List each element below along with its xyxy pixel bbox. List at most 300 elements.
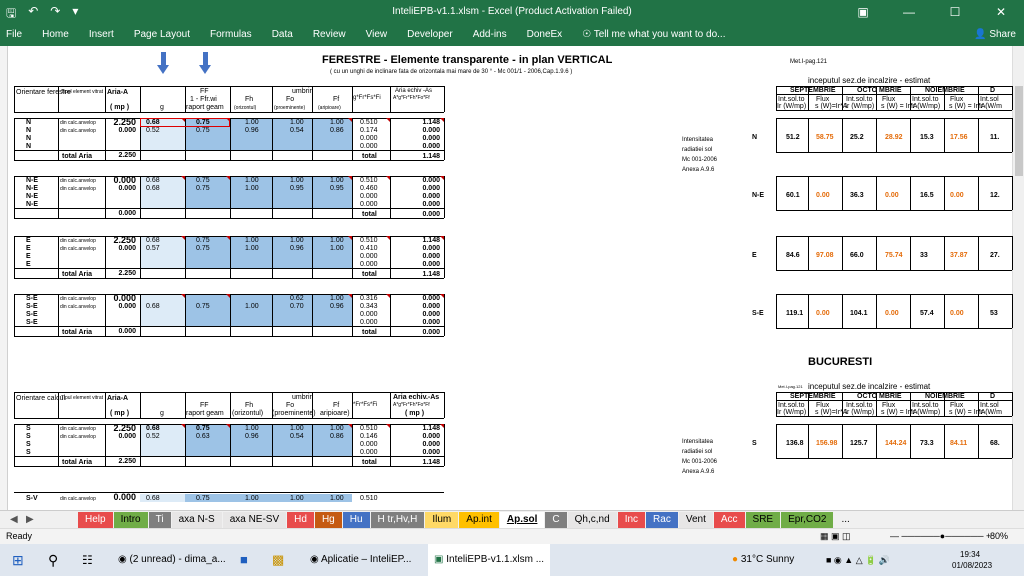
orientation-label[interactable]: N-E xyxy=(752,192,765,199)
sub-header[interactable]: Int.sol.to xyxy=(778,402,805,409)
sub-unit[interactable]: Ir (W/mp) xyxy=(845,103,875,110)
flux-value[interactable]: 60.1 xyxy=(786,192,800,199)
area-cell[interactable]: 2.250 xyxy=(113,117,136,127)
flux-value[interactable]: 84.6 xyxy=(786,252,800,259)
hdr-prod[interactable]: *Fr*Fs*Fi xyxy=(353,402,378,408)
ff-cell[interactable]: 0.75 xyxy=(196,127,210,134)
sheet-tab-11[interactable]: Ap.sol xyxy=(500,512,545,528)
tip-cell[interactable]: din calc.anvelop xyxy=(60,186,96,192)
sheet-tab-15[interactable]: Rac xyxy=(646,512,678,528)
orientation-cell[interactable]: N xyxy=(26,135,32,142)
vertical-scrollbar[interactable] xyxy=(1012,46,1024,510)
fh-cell[interactable]: 1.00 xyxy=(245,119,259,126)
area-cell[interactable]: 0.000 xyxy=(118,303,136,310)
search-icon[interactable]: ⚲ xyxy=(48,552,59,568)
rad-label[interactable]: Intensitatea xyxy=(682,439,714,445)
maximize-button[interactable]: ☐ xyxy=(949,5,961,19)
tip-cell[interactable]: din calc.anvelop xyxy=(60,304,96,310)
total-as[interactable]: 1.148 xyxy=(422,271,440,278)
fo-cell[interactable]: 1.00 xyxy=(290,495,304,502)
fi-cell[interactable]: 1.00 xyxy=(330,245,344,252)
sub-header[interactable]: Int.sol.to xyxy=(912,402,939,409)
sheet-tab-2[interactable]: Ti xyxy=(149,512,171,528)
sheet-tab-14[interactable]: Inc xyxy=(618,512,645,528)
ff-cell[interactable]: 0.75 xyxy=(196,303,210,310)
hdr-asform[interactable]: A*g*Fr*Fh*Fo*Ff xyxy=(393,402,430,408)
month-header[interactable]: NOIEMBRIE xyxy=(925,393,965,400)
orientation-cell[interactable]: S xyxy=(26,425,31,432)
weather[interactable]: ● 31°C Sunny xyxy=(732,554,795,565)
hdr-ffsub[interactable]: 1 - Ffr.wi xyxy=(190,96,217,103)
hdr-mp[interactable]: ( mp ) xyxy=(110,104,130,111)
orientation-label[interactable]: E xyxy=(752,252,757,259)
as-cell[interactable]: 1.148 xyxy=(422,237,440,244)
fh-cell[interactable]: 1.00 xyxy=(245,425,259,432)
total-area[interactable]: 2.250 xyxy=(118,458,136,465)
prod-cell[interactable]: 0.510 xyxy=(360,177,378,184)
total-area[interactable]: 0.000 xyxy=(118,210,136,217)
flux-value[interactable]: 51.2 xyxy=(786,134,800,141)
hdr-ff[interactable]: FF xyxy=(200,402,209,409)
hdr-raport[interactable]: raport geam xyxy=(186,104,224,111)
fh-cell[interactable]: 1.00 xyxy=(245,177,259,184)
total-label[interactable]: total xyxy=(362,459,377,466)
flux-value[interactable]: 0.00 xyxy=(816,310,830,317)
total-aria-label[interactable]: total Aria xyxy=(62,271,93,278)
hdr-oriz[interactable]: (orizontul) xyxy=(232,410,264,417)
sub-header[interactable]: Flux xyxy=(950,96,964,103)
orientation-cell[interactable]: E xyxy=(26,261,31,268)
as-cell[interactable]: 0.000 xyxy=(422,261,440,268)
total-aria-label[interactable]: total Aria xyxy=(62,153,93,160)
tip-cell[interactable]: din calc.anvelop xyxy=(60,496,96,502)
hdr-fh[interactable]: Fh xyxy=(245,96,254,103)
sub-unit[interactable]: Ir (W/mp) xyxy=(777,103,807,110)
hdr-aria[interactable]: Aria-A xyxy=(107,395,129,402)
flux-value[interactable]: 0.00 xyxy=(950,310,964,317)
flux-value[interactable]: 125.7 xyxy=(850,440,868,447)
hdr-as[interactable]: Aria echiv -As xyxy=(395,88,433,94)
prod-cell[interactable]: 0.460 xyxy=(360,185,378,192)
as-cell[interactable]: 0.000 xyxy=(422,185,440,192)
sheet-tab-12[interactable]: C xyxy=(545,512,566,528)
flux-value[interactable]: 33 xyxy=(920,252,928,259)
orientation-cell[interactable]: S xyxy=(26,449,31,456)
flux-value[interactable]: 136.8 xyxy=(786,440,804,447)
orientation-cell[interactable]: S-E xyxy=(26,295,38,302)
sub-header[interactable]: Int.sol.to xyxy=(846,96,873,103)
as-cell[interactable]: 0.000 xyxy=(422,143,440,150)
fi-cell[interactable]: 0.86 xyxy=(330,433,344,440)
prod-cell[interactable]: 0.510 xyxy=(360,495,378,502)
ribbon-display-icon[interactable]: ▣ xyxy=(857,5,869,19)
normal-view-icon[interactable]: ▦ ▣ ◫ xyxy=(820,531,851,541)
ref-label-2[interactable]: Met.I-pag.121 xyxy=(778,384,803,389)
zoom-slider[interactable]: — ──────●────── + xyxy=(890,531,992,541)
ribbon-tab-7[interactable]: View xyxy=(365,29,388,40)
ribbon-tab-8[interactable]: Developer xyxy=(407,29,453,40)
orientation-cell[interactable]: S-E xyxy=(26,319,38,326)
prod-cell[interactable]: 0.000 xyxy=(360,449,378,456)
sub-unit[interactable]: Ir (W/mp) xyxy=(911,103,941,110)
selected-range[interactable] xyxy=(140,118,230,127)
prod-cell[interactable]: 0.000 xyxy=(360,319,378,326)
prod-cell[interactable]: 0.000 xyxy=(360,261,378,268)
as-cell[interactable]: 0.000 xyxy=(422,449,440,456)
taskbar-chrome[interactable]: ◉ Aplicatie – InteliEP... xyxy=(310,554,412,565)
explorer-icon[interactable]: ▩ xyxy=(272,552,285,567)
sheet-tab-16[interactable]: Vent xyxy=(679,512,713,528)
sheet-tab-19[interactable]: Epr,CO2 xyxy=(781,512,833,528)
share-button[interactable]: 👤 Share xyxy=(974,29,1016,40)
fh-cell[interactable]: 0.96 xyxy=(245,127,259,134)
prod-cell[interactable]: 0.000 xyxy=(360,201,378,208)
orientation-cell[interactable]: S-E xyxy=(26,311,38,318)
fi-cell[interactable]: 1.00 xyxy=(330,495,344,502)
sub-unit[interactable]: s (W)=Ir*A xyxy=(815,409,848,416)
sub-header[interactable]: Flux xyxy=(816,402,830,409)
g-cell[interactable]: 0.52 xyxy=(146,433,160,440)
flux-value[interactable]: 12. xyxy=(990,192,1000,199)
sheet-tab-7[interactable]: Hu xyxy=(343,512,370,528)
total-label[interactable]: total xyxy=(362,211,377,218)
as-cell[interactable]: 0.000 xyxy=(422,201,440,208)
orientation-cell[interactable]: E xyxy=(26,245,31,252)
hdr-fh[interactable]: Fh xyxy=(245,402,254,409)
as-cell[interactable]: 0.000 xyxy=(422,177,440,184)
total-label[interactable]: total xyxy=(362,329,377,336)
prod-cell[interactable]: 0.174 xyxy=(360,127,378,134)
total-label[interactable]: total xyxy=(362,153,377,160)
orientation-label[interactable]: N xyxy=(752,134,758,141)
rad-label[interactable]: radiatiei sol xyxy=(682,147,713,153)
ribbon-tab-11[interactable]: ☉ Tell me what you want to do... xyxy=(582,29,726,40)
g-cell[interactable]: 0.52 xyxy=(146,127,160,134)
month-header[interactable]: NOIEMBRIE xyxy=(925,87,965,94)
flux-value[interactable]: 27. xyxy=(990,252,1000,259)
minimize-button[interactable]: — xyxy=(903,5,915,19)
tip-cell[interactable]: din calc.anvelop xyxy=(60,120,96,126)
hdr-ff2[interactable]: Ff xyxy=(333,402,340,409)
fi-cell[interactable]: 1.00 xyxy=(330,295,344,302)
as-cell[interactable]: 0.000 xyxy=(422,319,440,326)
as-cell[interactable]: 0.000 xyxy=(422,311,440,318)
hdr-arip[interactable]: (aripioare) xyxy=(318,105,341,111)
fh-cell[interactable]: 1.00 xyxy=(245,303,259,310)
total-as[interactable]: 1.148 xyxy=(422,459,440,466)
sub-unit[interactable]: Ir (W/m xyxy=(979,409,1002,416)
fo-cell[interactable]: 0.70 xyxy=(290,303,304,310)
month-header[interactable]: D xyxy=(990,87,996,94)
as-cell[interactable]: 0.000 xyxy=(422,245,440,252)
total-as[interactable]: 0.000 xyxy=(422,211,440,218)
orientation-cell[interactable]: N-E xyxy=(26,185,39,192)
ribbon-tab-0[interactable]: File xyxy=(6,29,23,40)
as-cell[interactable]: 0.000 xyxy=(422,433,440,440)
season-label[interactable]: inceputul sez.de incalzire - estimat xyxy=(808,76,931,85)
orientation-cell[interactable]: E xyxy=(26,237,31,244)
prod-cell[interactable]: 0.000 xyxy=(360,311,378,318)
flux-value[interactable]: 66.0 xyxy=(850,252,864,259)
as-cell[interactable]: 0.000 xyxy=(422,193,440,200)
prod-cell[interactable]: 0.146 xyxy=(360,433,378,440)
worksheet[interactable] xyxy=(0,46,1024,510)
total-as[interactable]: 1.148 xyxy=(422,153,440,160)
as-cell[interactable]: 0.000 xyxy=(422,303,440,310)
hdr-fo[interactable]: Fo xyxy=(286,402,295,409)
hdr-tip[interactable]: Tipul element vitrat xyxy=(60,395,104,401)
fo-cell[interactable]: 0.54 xyxy=(290,127,304,134)
undo-icon[interactable]: ↶ xyxy=(28,4,39,18)
rad-label[interactable]: Anexa A.9.6 xyxy=(682,167,715,173)
ribbon-tab-6[interactable]: Review xyxy=(312,29,346,40)
season-label[interactable]: inceputul sez.de incalzire - estimat xyxy=(808,382,931,391)
tip-cell[interactable]: din calc.anvelop xyxy=(60,178,96,184)
orientation-label[interactable]: S xyxy=(752,440,757,447)
tip-cell[interactable]: din calc.anvelop xyxy=(60,434,96,440)
total-area[interactable]: 0.000 xyxy=(118,328,136,335)
orientation-cell[interactable]: N xyxy=(26,143,32,150)
prod-cell[interactable]: 0.000 xyxy=(360,193,378,200)
ff-cell[interactable]: 0.75 xyxy=(196,177,210,184)
hdr-prom[interactable]: (proeminente) xyxy=(274,105,306,111)
area-cell[interactable]: 2.250 xyxy=(113,235,136,245)
month-header[interactable]: SEPTEMBRIE xyxy=(790,393,836,400)
flux-value[interactable]: 0.00 xyxy=(950,192,964,199)
sub-header[interactable]: Flux xyxy=(950,402,964,409)
ribbon-tab-4[interactable]: Formulas xyxy=(210,29,252,40)
flux-value[interactable]: 53 xyxy=(990,310,998,317)
fo-cell[interactable]: 1.00 xyxy=(290,237,304,244)
flux-value[interactable]: 57.4 xyxy=(920,310,934,317)
fo-cell[interactable]: 1.00 xyxy=(290,425,304,432)
flux-value[interactable]: 15.3 xyxy=(920,134,934,141)
flux-value[interactable]: 144.24 xyxy=(885,440,907,447)
fi-cell[interactable]: 0.95 xyxy=(330,185,344,192)
tip-cell[interactable]: din calc.anvelop xyxy=(60,238,96,244)
task-view-icon[interactable]: ☷ xyxy=(82,553,93,567)
hdr-as[interactable]: Aria echiv.-As xyxy=(393,394,440,401)
orientation-cell[interactable]: S xyxy=(26,433,31,440)
area-cell[interactable]: 0.000 xyxy=(118,127,136,134)
as-cell[interactable]: 0.000 xyxy=(422,127,440,134)
sheet-tab-13[interactable]: Qh,c,nd xyxy=(568,512,617,528)
hdr-aria[interactable]: Aria-A xyxy=(107,89,129,96)
sub-header[interactable]: Flux xyxy=(816,96,830,103)
g-cell[interactable]: 0.68 xyxy=(146,177,160,184)
flux-value[interactable]: 36.3 xyxy=(850,192,864,199)
fi-cell[interactable]: 1.00 xyxy=(330,237,344,244)
tip-cell[interactable]: din calc.anvelop xyxy=(60,296,96,302)
orientation-cell[interactable]: S-E xyxy=(26,303,38,310)
hdr-asform[interactable]: A*g*Fr*Fh*Fo*Ff xyxy=(393,95,430,101)
total-label[interactable]: total xyxy=(362,271,377,278)
orientation-label[interactable]: S-E xyxy=(752,310,764,317)
prod-cell[interactable]: 0.510 xyxy=(360,119,378,126)
area-cell[interactable]: 2.250 xyxy=(113,423,136,433)
sheet-tab-10[interactable]: Ap.int xyxy=(459,512,499,528)
hdr-mp[interactable]: ( mp ) xyxy=(110,410,130,417)
orientation-cell[interactable]: N xyxy=(26,127,32,134)
fo-cell[interactable]: 0.96 xyxy=(290,245,304,252)
g-cell[interactable]: 0.68 xyxy=(146,425,160,432)
prod-cell[interactable]: 0.410 xyxy=(360,245,378,252)
fh-cell[interactable]: 1.00 xyxy=(245,495,259,502)
prod-cell[interactable]: 0.000 xyxy=(360,253,378,260)
tip-cell[interactable]: din calc.anvelop xyxy=(60,246,96,252)
sub-unit[interactable]: Ir (W/m xyxy=(979,103,1002,110)
ribbon-tab-2[interactable]: Insert xyxy=(88,29,114,40)
flux-value[interactable]: 119.1 xyxy=(786,310,804,317)
sub-unit[interactable]: Ir (W/mp) xyxy=(845,409,875,416)
sub-unit[interactable]: s (W) = Ir*A xyxy=(881,409,918,416)
ff-cell[interactable]: 0.75 xyxy=(196,119,210,126)
hdr-orient[interactable]: Orientare ferestre xyxy=(16,89,71,96)
fi-cell[interactable]: 0.86 xyxy=(330,127,344,134)
zoom-level[interactable]: 80% xyxy=(990,531,1009,541)
redo-icon[interactable]: ↷ xyxy=(50,4,61,18)
hdr-prom[interactable]: (proeminente) xyxy=(272,410,316,417)
g-cell[interactable]: 0.68 xyxy=(146,119,160,126)
hdr-tip[interactable]: Tipul element vitrat xyxy=(60,89,104,95)
sub-unit[interactable]: s (W) = Ir*A xyxy=(949,409,986,416)
flux-value[interactable]: 37.87 xyxy=(950,252,968,259)
orientation-cell[interactable]: N xyxy=(26,119,32,126)
flux-value[interactable]: 0.00 xyxy=(885,192,899,199)
sheet-subtitle[interactable]: ( cu un unghi de inclinare fata de orizontala mai mare de 30 ° - Mc 001/1 - 2006,Cap.1.9.6 ) xyxy=(330,69,573,75)
hdr-umbriri[interactable]: umbriri xyxy=(292,88,314,95)
orientation-cell[interactable]: N-E xyxy=(26,193,39,200)
sheet-tab-8[interactable]: H tr,Hv,H xyxy=(371,512,425,528)
sheet-tab-20[interactable]: ... xyxy=(834,512,856,528)
sub-unit[interactable]: Ir (W/mp) xyxy=(777,409,807,416)
flux-value[interactable]: 75.74 xyxy=(885,252,903,259)
fh-cell[interactable]: 1.00 xyxy=(245,185,259,192)
teams-icon[interactable]: ■ xyxy=(240,552,248,567)
windows-start-icon[interactable]: ⊞ xyxy=(12,552,24,568)
month-header[interactable]: D xyxy=(990,393,996,400)
hdr-oriz[interactable]: (orizontul) xyxy=(234,105,257,111)
hdr-g[interactable]: g xyxy=(160,410,164,417)
sub-header[interactable]: Int.sol.to xyxy=(846,402,873,409)
g-cell[interactable]: 0.68 xyxy=(146,237,160,244)
prod-cell[interactable]: 0.343 xyxy=(360,303,378,310)
sheet-nav-arrows[interactable]: ◀ ▶ xyxy=(10,514,34,525)
ff-cell[interactable]: 0.75 xyxy=(196,185,210,192)
taskbar-excel[interactable]: ▣ InteliEPB-v1.1.xlsm ... xyxy=(428,544,550,576)
month-header[interactable]: OCTO MBRIE xyxy=(857,393,902,400)
sub-header[interactable]: Flux xyxy=(882,96,896,103)
flux-value[interactable]: 73.3 xyxy=(920,440,934,447)
fh-cell[interactable]: 0.96 xyxy=(245,433,259,440)
ff-cell[interactable]: 0.75 xyxy=(196,245,210,252)
ribbon-tab-1[interactable]: Home xyxy=(42,29,69,40)
hdr-fo[interactable]: Fo xyxy=(286,96,295,103)
ff-cell[interactable]: 0.75 xyxy=(196,495,210,502)
flux-value[interactable]: 17.56 xyxy=(950,134,968,141)
total-aria-label[interactable]: total Aria xyxy=(62,329,93,336)
area-cell[interactable]: 0.000 xyxy=(113,293,136,303)
fo-cell[interactable]: 0.54 xyxy=(290,433,304,440)
prod-cell[interactable]: 0.316 xyxy=(360,295,378,302)
sheet-tab-17[interactable]: Acc xyxy=(714,512,745,528)
prod-cell[interactable]: 0.000 xyxy=(360,441,378,448)
customize-icon[interactable]: ▾ xyxy=(72,4,79,18)
as-cell[interactable]: 0.000 xyxy=(422,135,440,142)
sheet-tab-9[interactable]: Ilum xyxy=(425,512,458,528)
prod-cell[interactable]: 0.000 xyxy=(360,143,378,150)
g-cell[interactable]: 0.68 xyxy=(146,185,160,192)
orientation-cell[interactable]: S xyxy=(26,441,31,448)
sheet-tab-6[interactable]: Hg xyxy=(315,512,342,528)
ribbon-tab-3[interactable]: Page Layout xyxy=(133,29,190,40)
flux-value[interactable]: 97.08 xyxy=(816,252,834,259)
month-header[interactable]: OCTO MBRIE xyxy=(857,87,902,94)
area-cell[interactable]: 0.000 xyxy=(118,185,136,192)
ff-cell[interactable]: 0.75 xyxy=(196,425,210,432)
orientation-cell[interactable]: N-E xyxy=(26,201,39,208)
fh-cell[interactable]: 1.00 xyxy=(245,237,259,244)
total-area[interactable]: 2.250 xyxy=(118,270,136,277)
fi-cell[interactable]: 1.00 xyxy=(330,425,344,432)
sub-unit[interactable]: s (W) = Ir*A xyxy=(949,103,986,110)
sub-header[interactable]: Int.sol.to xyxy=(912,96,939,103)
hdr-arip[interactable]: aripioare) xyxy=(320,410,350,417)
sub-header[interactable]: Int.sol.to xyxy=(778,96,805,103)
sheet-tab-0[interactable]: Help xyxy=(78,512,113,528)
hdr-ff[interactable]: FF xyxy=(200,88,209,95)
fh-cell[interactable]: 1.00 xyxy=(245,245,259,252)
sheet-tab-5[interactable]: Hd xyxy=(287,512,314,528)
ribbon-tab-10[interactable]: DoneEx xyxy=(526,29,563,40)
fo-cell[interactable]: 0.62 xyxy=(290,295,304,302)
sheet-tab-3[interactable]: axa N-S xyxy=(172,512,222,528)
month-header[interactable]: SEPTEMBRIE xyxy=(790,87,836,94)
flux-value[interactable]: 11. xyxy=(990,134,1000,141)
flux-value[interactable]: 28.92 xyxy=(885,134,903,141)
city-title[interactable]: BUCURESTI xyxy=(808,356,873,368)
ribbon-tab-5[interactable]: Data xyxy=(271,29,293,40)
orientation-cell[interactable]: N-E xyxy=(26,177,39,184)
hdr-prod[interactable]: g*Fr*Fs*Fi xyxy=(353,95,381,101)
sub-header[interactable]: Int.sol xyxy=(980,96,999,103)
g-cell[interactable]: 0.68 xyxy=(146,303,160,310)
ribbon-tab-9[interactable]: Add-ins xyxy=(472,29,507,40)
area-cell[interactable]: 0.000 xyxy=(118,433,136,440)
as-cell[interactable]: 1.148 xyxy=(422,425,440,432)
hdr-raport[interactable]: raport geam xyxy=(186,410,224,417)
sheet-title[interactable]: FERESTRE - Elemente transparente - in plan VERTICAL xyxy=(322,54,613,66)
sub-header[interactable]: Int.sol xyxy=(980,402,999,409)
flux-value[interactable]: 84.11 xyxy=(950,440,968,447)
sub-unit[interactable]: Ir (W/mp) xyxy=(911,409,941,416)
as-cell[interactable]: 0.000 xyxy=(422,441,440,448)
hdr-mp[interactable]: ( mp ) xyxy=(405,410,425,417)
fo-cell[interactable]: 0.95 xyxy=(290,185,304,192)
as-cell[interactable]: 0.000 xyxy=(422,253,440,260)
sub-header[interactable]: Flux xyxy=(882,402,896,409)
hdr-ff2[interactable]: Ff xyxy=(333,96,340,103)
total-as[interactable]: 0.000 xyxy=(422,329,440,336)
area-cell[interactable]: 0.000 xyxy=(113,175,136,185)
rad-label[interactable]: radiatiei sol xyxy=(682,449,713,455)
fo-cell[interactable]: 1.00 xyxy=(290,177,304,184)
rad-label[interactable]: Intensitatea xyxy=(682,137,714,143)
fi-cell[interactable]: 1.00 xyxy=(330,177,344,184)
flux-value[interactable]: 0.00 xyxy=(816,192,830,199)
save-icon[interactable]: 🖫 xyxy=(6,6,17,20)
flux-value[interactable]: 0.00 xyxy=(885,310,899,317)
